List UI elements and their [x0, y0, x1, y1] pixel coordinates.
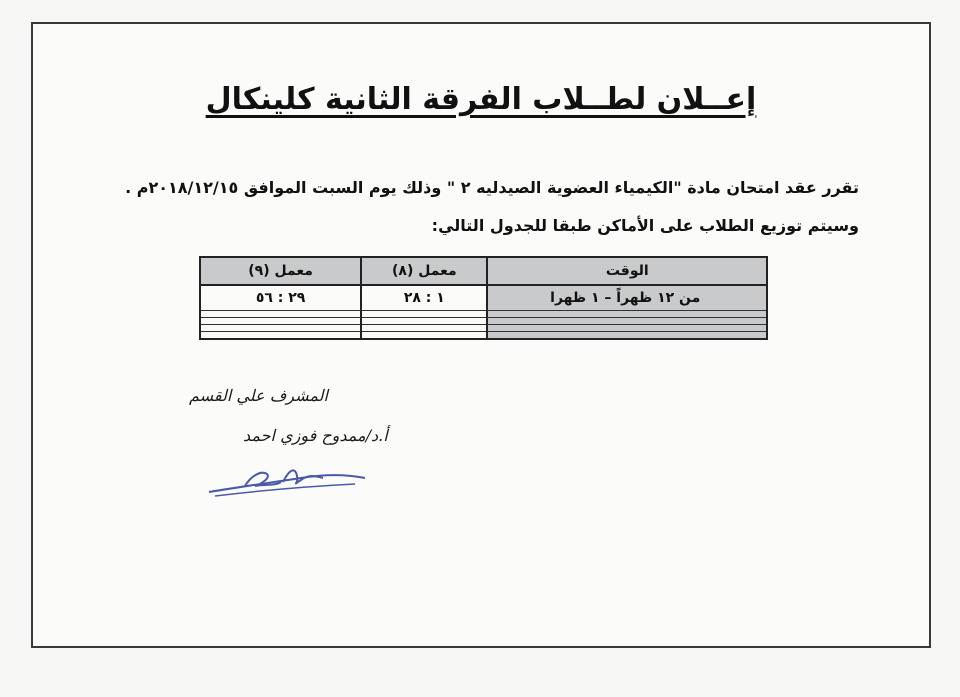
supervisor-name: أ.د/ممدوح فوزي احمد	[243, 426, 388, 445]
distribution-line: وسيتم توزيع الطلاب على الأماكن طبقا للجدول التالي:	[431, 216, 859, 235]
schedule-table	[199, 256, 768, 340]
table-row-empty	[200, 311, 767, 318]
announcement-title	[33, 82, 929, 117]
table-row	[200, 285, 767, 311]
header-lab-8: معمل (٨)	[361, 257, 487, 285]
table-row-empty	[200, 318, 767, 325]
table-row-empty	[200, 325, 767, 332]
table-row-empty	[200, 332, 767, 340]
table-header-row	[200, 257, 767, 285]
header-lab-9: معمل (٩)	[200, 257, 361, 285]
cell-time: من ١٢ ظهراً – ١ ظهرا	[487, 285, 767, 311]
header-time: الوقت	[487, 257, 767, 285]
exam-date-line: تقرر عقد امتحان مادة "الكيمياء العضوية الصيدليه ٢ " وذلك يوم السبت الموافق ٢٠١٨/١٢/١٥م .	[125, 178, 859, 197]
cell-lab-8: ١ : ٢٨	[361, 285, 487, 311]
supervisor-label: المشرف علي القسم	[189, 386, 328, 405]
page-border	[31, 22, 931, 648]
cell-lab-9: ٢٩ : ٥٦	[200, 285, 361, 311]
announcement-title-text: إعــلان لطــلاب الفرقة الثانية كلينكال	[205, 82, 757, 117]
handwritten-signature	[205, 456, 375, 506]
